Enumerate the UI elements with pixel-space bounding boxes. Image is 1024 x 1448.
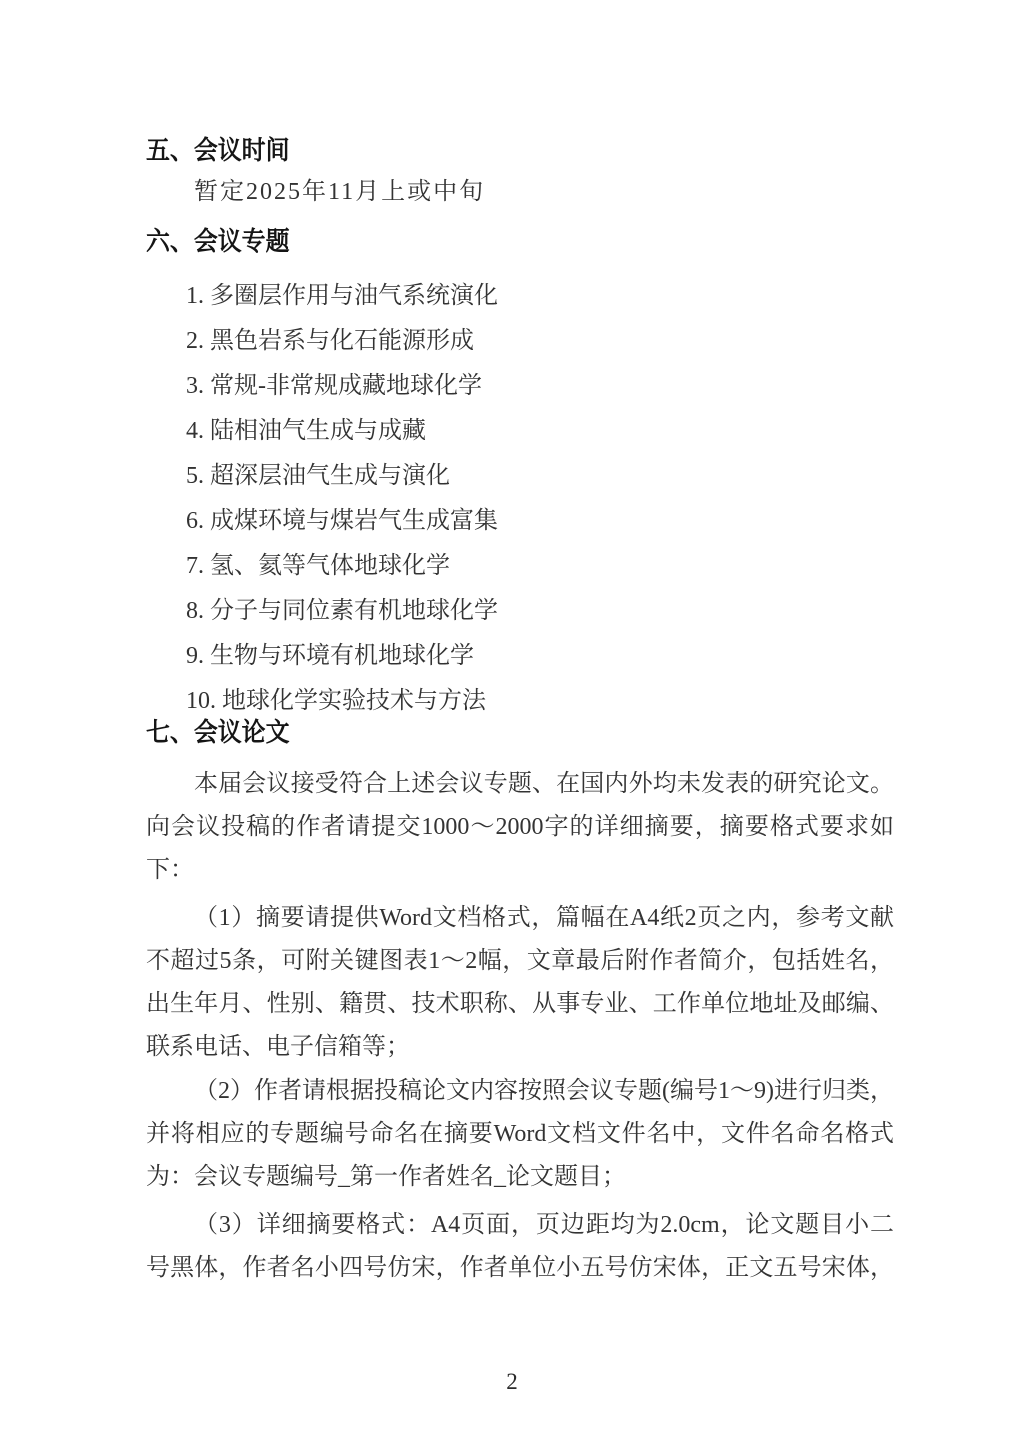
section-heading-meeting-time: 五、会议时间 xyxy=(146,136,290,166)
paragraph-item-2 xyxy=(146,1070,894,1199)
topic-item-7: 7. 氢、氦等气体地球化学 xyxy=(186,553,450,579)
topic-item-8: 8. 分子与同位素有机地球化学 xyxy=(186,598,498,624)
page-number: 2 xyxy=(506,1369,518,1394)
paragraph-item-1 xyxy=(146,897,894,1069)
paragraph-line: 出生年月、性别、籍贯、技术职称、从事专业、工作单位地址及邮编、 xyxy=(146,991,894,1017)
paragraph-line: 本届会议接受符合上述会议专题、在国内外均未发表的研究论文。 xyxy=(194,771,894,797)
section-heading-papers: 七、会议论文 xyxy=(146,718,290,748)
paragraph-line: （3）详细摘要格式：A4页面，页边距均为2.0cm，论文题目小二 xyxy=(194,1212,894,1238)
topic-item-6: 6. 成煤环境与煤岩气生成富集 xyxy=(186,508,498,534)
paragraph-line: 联系电话、电子信箱等； xyxy=(146,1034,410,1060)
paragraph-intro xyxy=(146,763,894,892)
paragraph-line: （1）摘要请提供Word文档格式，篇幅在A4纸2页之内，参考文献 xyxy=(194,905,894,931)
topic-item-5: 5. 超深层油气生成与演化 xyxy=(186,463,450,489)
topic-item-2: 2. 黑色岩系与化石能源形成 xyxy=(186,328,474,354)
paragraph-line: 不超过5条，可附关键图表1～2幅，文章最后附作者简介，包括姓名， xyxy=(146,948,894,974)
topic-item-9: 9. 生物与环境有机地球化学 xyxy=(186,643,474,669)
paragraph-line: 并将相应的专题编号命名在摘要Word文档文件名中，文件名命名格式 xyxy=(146,1121,894,1147)
paragraph-line: 向会议投稿的作者请提交1000～2000字的详细摘要，摘要格式要求如 xyxy=(146,814,894,840)
meeting-time-text: 暂定2025年11月上或中旬 xyxy=(194,179,486,205)
document-content xyxy=(146,0,894,1290)
topic-item-3: 3. 常规-非常规成藏地球化学 xyxy=(186,373,482,399)
paragraph-item-3 xyxy=(146,1204,894,1290)
paragraph-line: 为：会议专题编号_第一作者姓名_论文题目； xyxy=(146,1164,626,1190)
topic-item-10: 10. 地球化学实验技术与方法 xyxy=(186,688,486,714)
topic-item-1: 1. 多圈层作用与油气系统演化 xyxy=(186,283,498,309)
topics-list xyxy=(146,274,894,724)
paragraph-line: 下： xyxy=(146,857,194,883)
topic-item-4: 4. 陆相油气生成与成藏 xyxy=(186,418,426,444)
paragraph-line: （2）作者请根据投稿论文内容按照会议专题(编号1～9)进行归类， xyxy=(194,1078,894,1104)
section-heading-topics: 六、会议专题 xyxy=(146,227,290,257)
paragraph-line: 号黑体，作者名小四号仿宋，作者单位小五号仿宋体，正文五号宋体， xyxy=(146,1255,894,1281)
